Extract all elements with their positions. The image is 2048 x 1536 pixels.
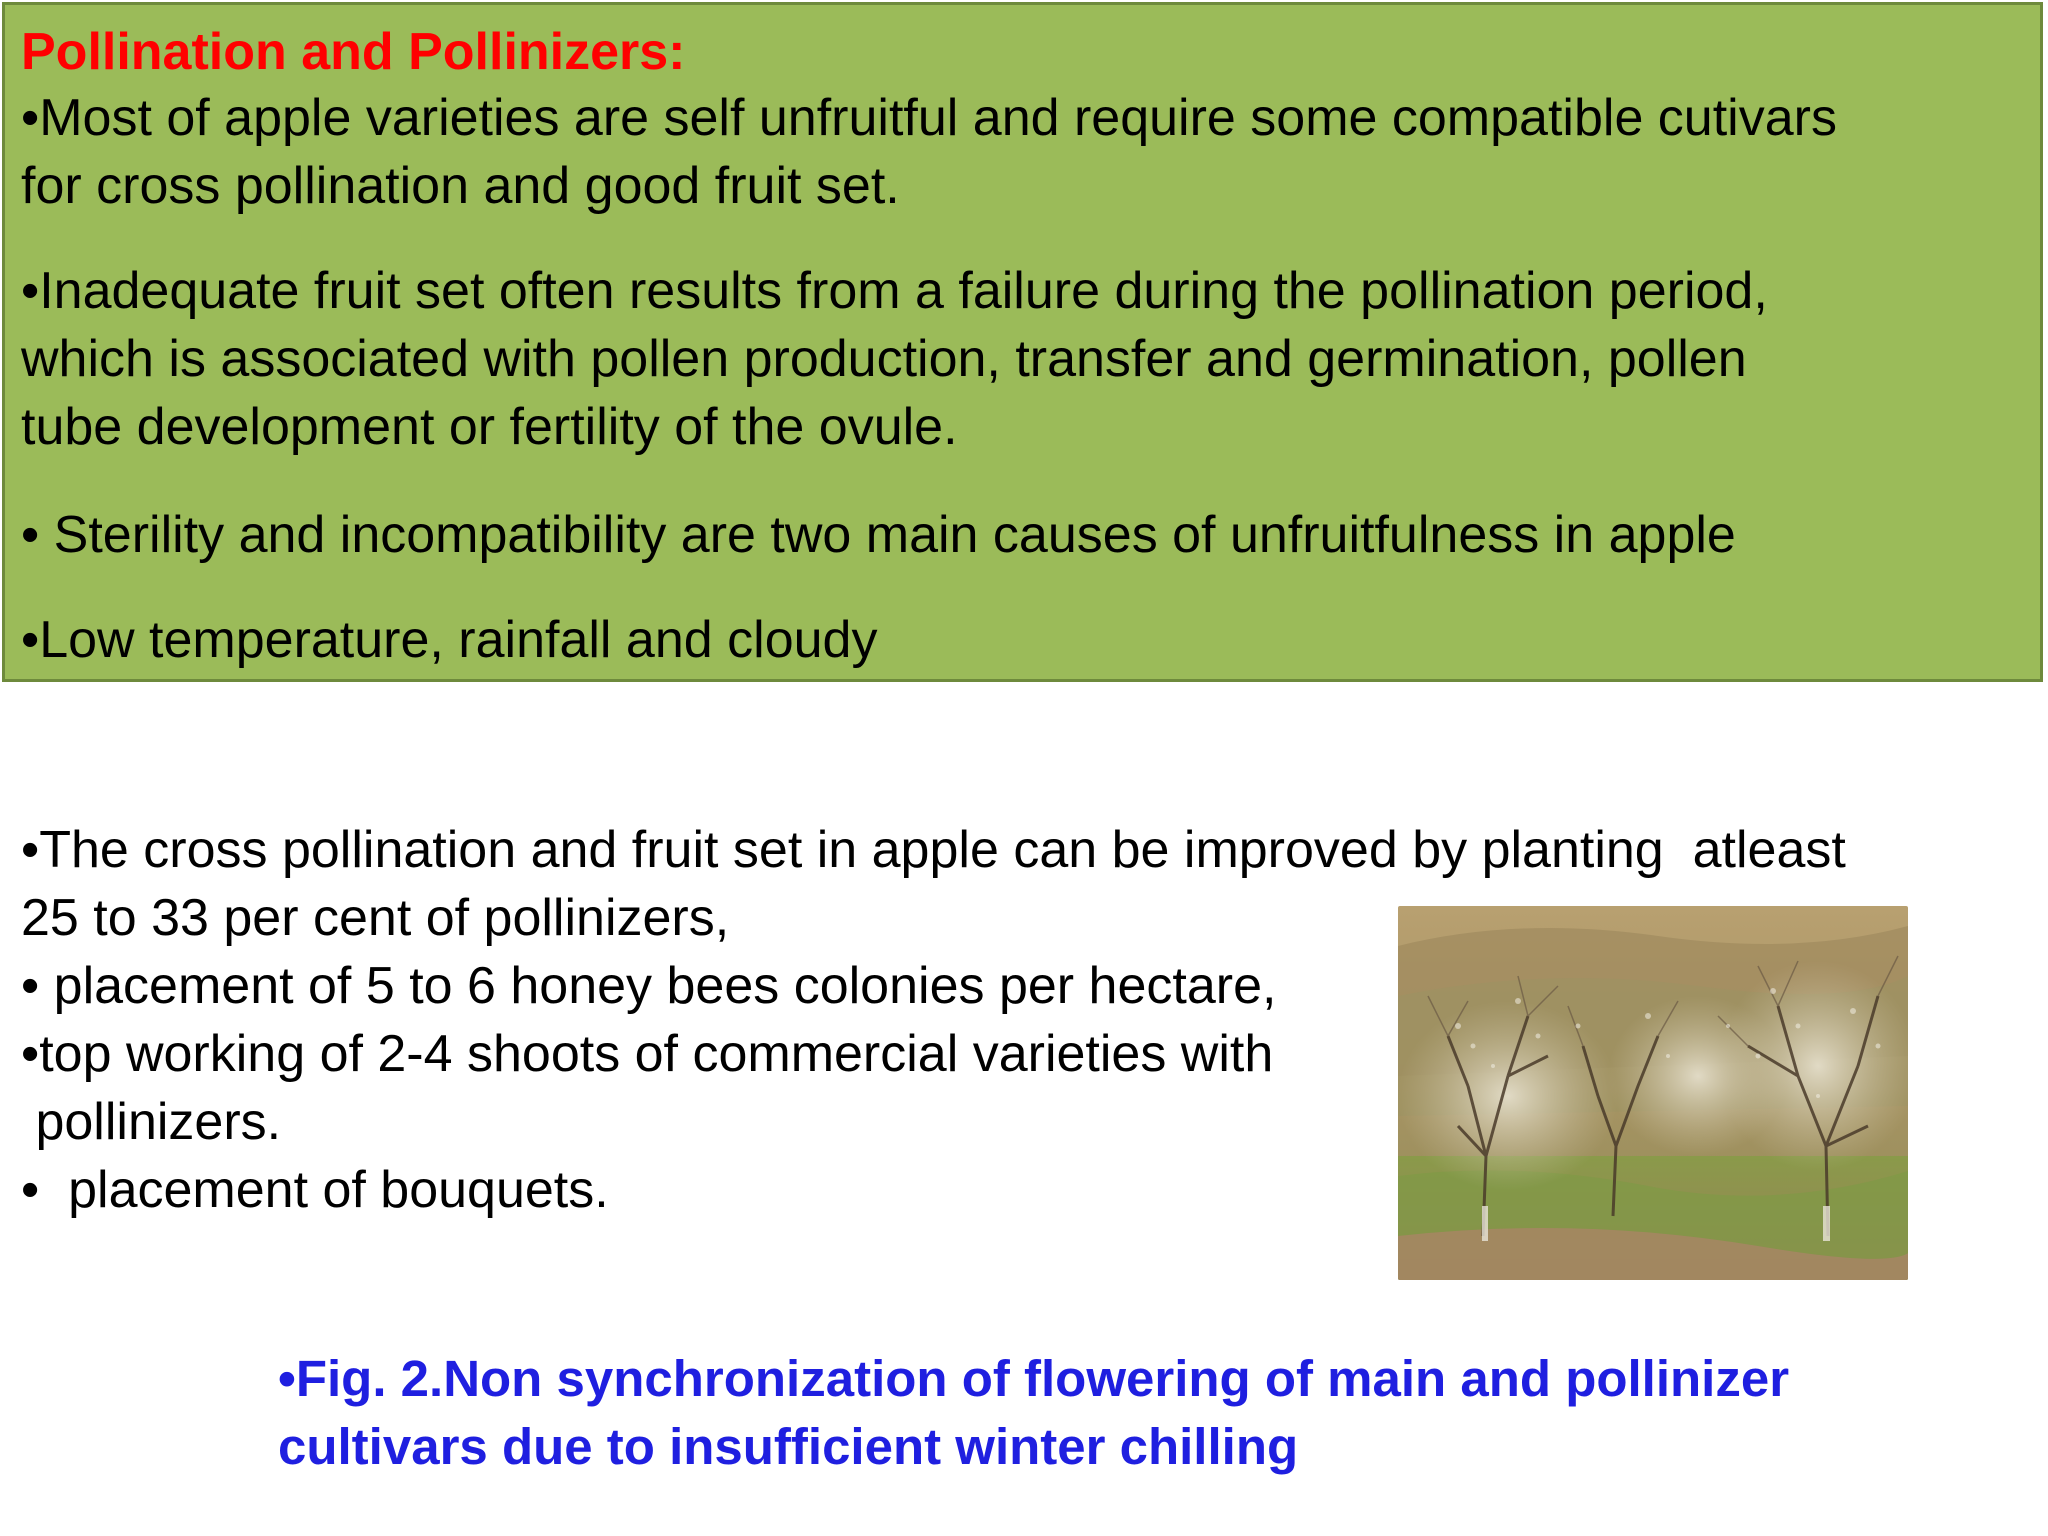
bullet-line: •Most of apple varieties are self unfruitful and require some compatible cutivars xyxy=(21,89,1837,147)
list-item: pollinizers. xyxy=(21,1093,282,1151)
figure-caption xyxy=(278,1345,1789,1481)
list-item: • placement of 5 to 6 honey bees colonies per hectare, xyxy=(21,957,1277,1015)
bullet-inadequate-fruit-set xyxy=(21,257,1768,461)
list-item: •The cross pollination and fruit set in apple can be improved by planting atleast xyxy=(21,821,1846,879)
bullet-self-unfruitful xyxy=(21,84,1837,220)
bullet-line: for cross pollination and good fruit set. xyxy=(21,157,900,215)
slide-title: Pollination and Pollinizers: xyxy=(21,23,686,81)
list-item: •top working of 2-4 shoots of commercial varieties with xyxy=(21,1025,1274,1083)
orchard-illustration xyxy=(1398,906,1908,1280)
bullet-line: •Inadequate fruit set often results from a failure during the pollination period, xyxy=(21,262,1768,320)
orchard-photo xyxy=(1398,906,1908,1280)
bullet-line: •Low temperature, rainfall and cloudy xyxy=(21,611,878,669)
caption-line: •Fig. 2.Non synchronization of flowering of main and pollinizer xyxy=(278,1350,1790,1407)
caption-line: cultivars due to insufficient winter chilling xyxy=(278,1418,1299,1475)
bullet-line: • Sterility and incompatibility are two main causes of unfruitfulness in apple xyxy=(21,506,1736,564)
list-item: • placement of bouquets. xyxy=(21,1161,609,1219)
bullet-low-temperature xyxy=(21,606,877,674)
bullet-sterility xyxy=(21,501,1736,569)
bullet-line: which is associated with pollen production, transfer and germination, pollen xyxy=(21,330,1747,388)
list-item: 25 to 33 per cent of pollinizers, xyxy=(21,889,730,947)
bullet-line: tube development or fertility of the ovule. xyxy=(21,398,958,456)
